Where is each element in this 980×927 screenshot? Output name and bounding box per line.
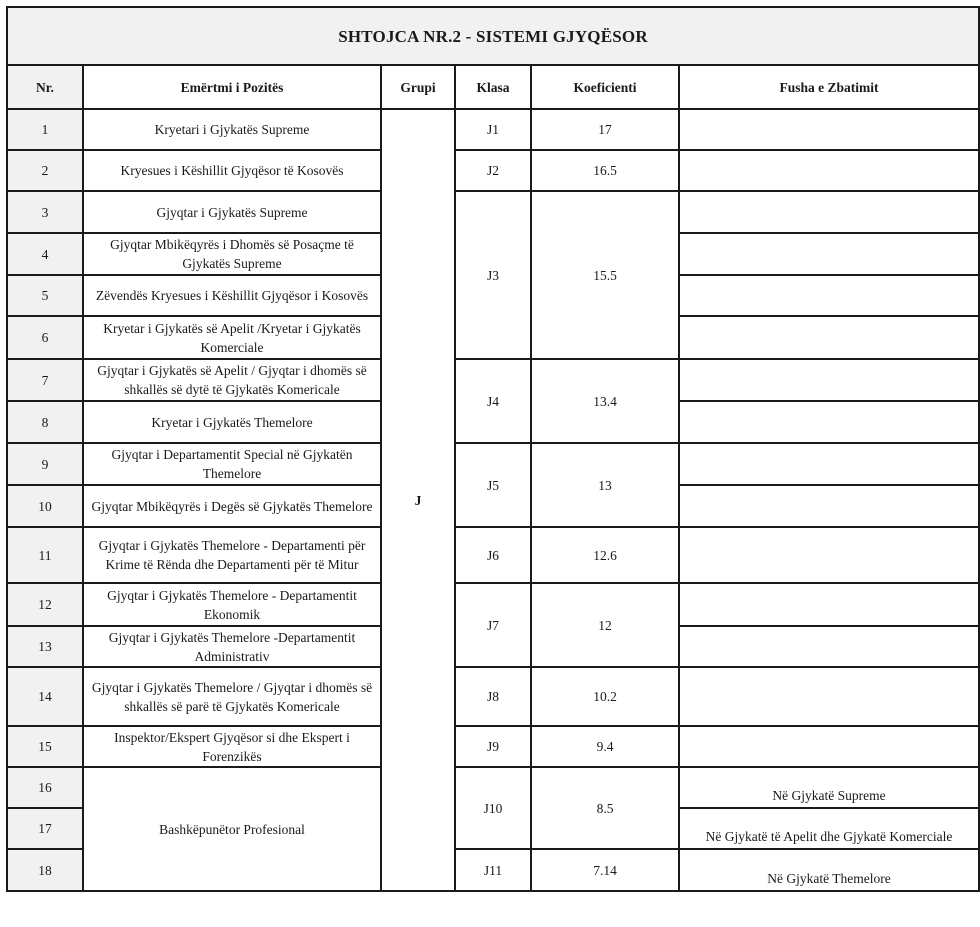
header-nr: Nr.	[7, 65, 83, 109]
position-cell: Gjyqtar i Gjykatës së Apelit / Gjyqtar i dhomës së shkallës së dytë të Gjykatës Komericale	[83, 359, 381, 401]
coefficient-cell: 13.4	[531, 359, 679, 443]
header-row	[7, 65, 979, 109]
position-cell: Gjyqtar i Gjykatës Themelore / Gjyqtar i dhomës së shkallës së parë të Gjykatës Komericale	[83, 667, 381, 726]
row-number: 9	[7, 443, 83, 485]
scope-cell	[679, 726, 979, 767]
scope-cell	[679, 233, 979, 275]
row-number: 11	[7, 527, 83, 583]
row-number: 14	[7, 667, 83, 726]
row-number: 3	[7, 191, 83, 233]
position-cell: Kryetar i Gjykatës së Apelit /Kryetar i Gjykatës Komerciale	[83, 316, 381, 359]
class-cell: J8	[455, 667, 531, 726]
position-cell: Gjyqtar Mbikëqyrës i Dhomës së Posaçme të Gjykatës Supreme	[83, 233, 381, 275]
scope-cell	[679, 667, 979, 726]
scope-cell: Në Gjykatë të Apelit dhe Gjykatë Komerciale	[679, 808, 979, 849]
scope-cell	[679, 316, 979, 359]
table-row	[7, 191, 979, 233]
scope-cell	[679, 401, 979, 443]
scope-cell: Në Gjykatë Themelore	[679, 849, 979, 891]
row-number: 10	[7, 485, 83, 527]
scope-cell	[679, 275, 979, 316]
header-position: Emërtmi i Pozitës	[83, 65, 381, 109]
scope-cell	[679, 191, 979, 233]
coefficient-cell: 17	[531, 109, 679, 150]
table-row	[7, 443, 979, 485]
class-cell: J9	[455, 726, 531, 767]
document-page	[6, 6, 978, 892]
row-number: 1	[7, 109, 83, 150]
table-row	[7, 150, 979, 191]
coefficient-cell: 9.4	[531, 726, 679, 767]
class-cell: J2	[455, 150, 531, 191]
class-cell: J5	[455, 443, 531, 527]
row-number: 6	[7, 316, 83, 359]
coefficient-cell: 15.5	[531, 191, 679, 359]
table-row	[7, 109, 979, 150]
class-cell: J4	[455, 359, 531, 443]
header-class: Klasa	[455, 65, 531, 109]
scope-cell	[679, 527, 979, 583]
position-cell: Inspektor/Ekspert Gjyqësor si dhe Ekspert i Forenzikës	[83, 726, 381, 767]
coefficient-cell: 10.2	[531, 667, 679, 726]
scope-cell	[679, 485, 979, 527]
scope-cell	[679, 359, 979, 401]
classification-table	[6, 6, 980, 892]
position-cell: Kryetar i Gjykatës Themelore	[83, 401, 381, 443]
coefficient-cell: 13	[531, 443, 679, 527]
scope-cell	[679, 583, 979, 626]
coefficient-cell: 8.5	[531, 767, 679, 849]
position-cell: Gjyqtar i Gjykatës Supreme	[83, 191, 381, 233]
row-number: 12	[7, 583, 83, 626]
table-row	[7, 527, 979, 583]
scope-cell	[679, 150, 979, 191]
position-cell: Gjyqtar i Gjykatës Themelore -Departamentit Administrativ	[83, 626, 381, 667]
row-number: 17	[7, 808, 83, 849]
coefficient-cell: 16.5	[531, 150, 679, 191]
row-number: 16	[7, 767, 83, 808]
position-cell: Kryesues i Këshillit Gjyqësor të Kosovës	[83, 150, 381, 191]
class-cell: J6	[455, 527, 531, 583]
coefficient-cell: 7.14	[531, 849, 679, 891]
row-number: 18	[7, 849, 83, 891]
row-number: 5	[7, 275, 83, 316]
table-row	[7, 583, 979, 626]
scope-cell	[679, 443, 979, 485]
table-row	[7, 359, 979, 401]
group-cell: J	[381, 109, 455, 891]
position-cell: Kryetari i Gjykatës Supreme	[83, 109, 381, 150]
class-cell: J3	[455, 191, 531, 359]
coefficient-cell: 12	[531, 583, 679, 667]
class-cell: J10	[455, 767, 531, 849]
row-number: 8	[7, 401, 83, 443]
position-cell: Gjyqtar Mbikëqyrës i Degës së Gjykatës Themelore	[83, 485, 381, 527]
position-cell: Zëvendës Kryesues i Këshillit Gjyqësor i Kosovës	[83, 275, 381, 316]
row-number: 4	[7, 233, 83, 275]
row-number: 15	[7, 726, 83, 767]
class-cell: J1	[455, 109, 531, 150]
header-coefficient: Koeficienti	[531, 65, 679, 109]
position-cell: Gjyqtar i Departamentit Special në Gjykatën Themelore	[83, 443, 381, 485]
position-cell: Gjyqtar i Gjykatës Themelore - Departamenti për Krime të Rënda dhe Departamenti për të Mitur	[83, 527, 381, 583]
header-group: Grupi	[381, 65, 455, 109]
header-scope: Fusha e Zbatimit	[679, 65, 979, 109]
scope-cell	[679, 626, 979, 667]
coefficient-cell: 12.6	[531, 527, 679, 583]
position-cell: Bashkëpunëtor Profesional	[83, 767, 381, 891]
row-number: 13	[7, 626, 83, 667]
table-row	[7, 767, 979, 808]
row-number: 2	[7, 150, 83, 191]
scope-cell	[679, 109, 979, 150]
class-cell: J11	[455, 849, 531, 891]
row-number: 7	[7, 359, 83, 401]
table-row	[7, 726, 979, 767]
table-title: SHTOJCA NR.2 - SISTEMI GJYQËSOR	[7, 7, 979, 65]
position-cell: Gjyqtar i Gjykatës Themelore - Departamentit Ekonomik	[83, 583, 381, 626]
scope-cell: Në Gjykatë Supreme	[679, 767, 979, 808]
table-row	[7, 667, 979, 726]
class-cell: J7	[455, 583, 531, 667]
